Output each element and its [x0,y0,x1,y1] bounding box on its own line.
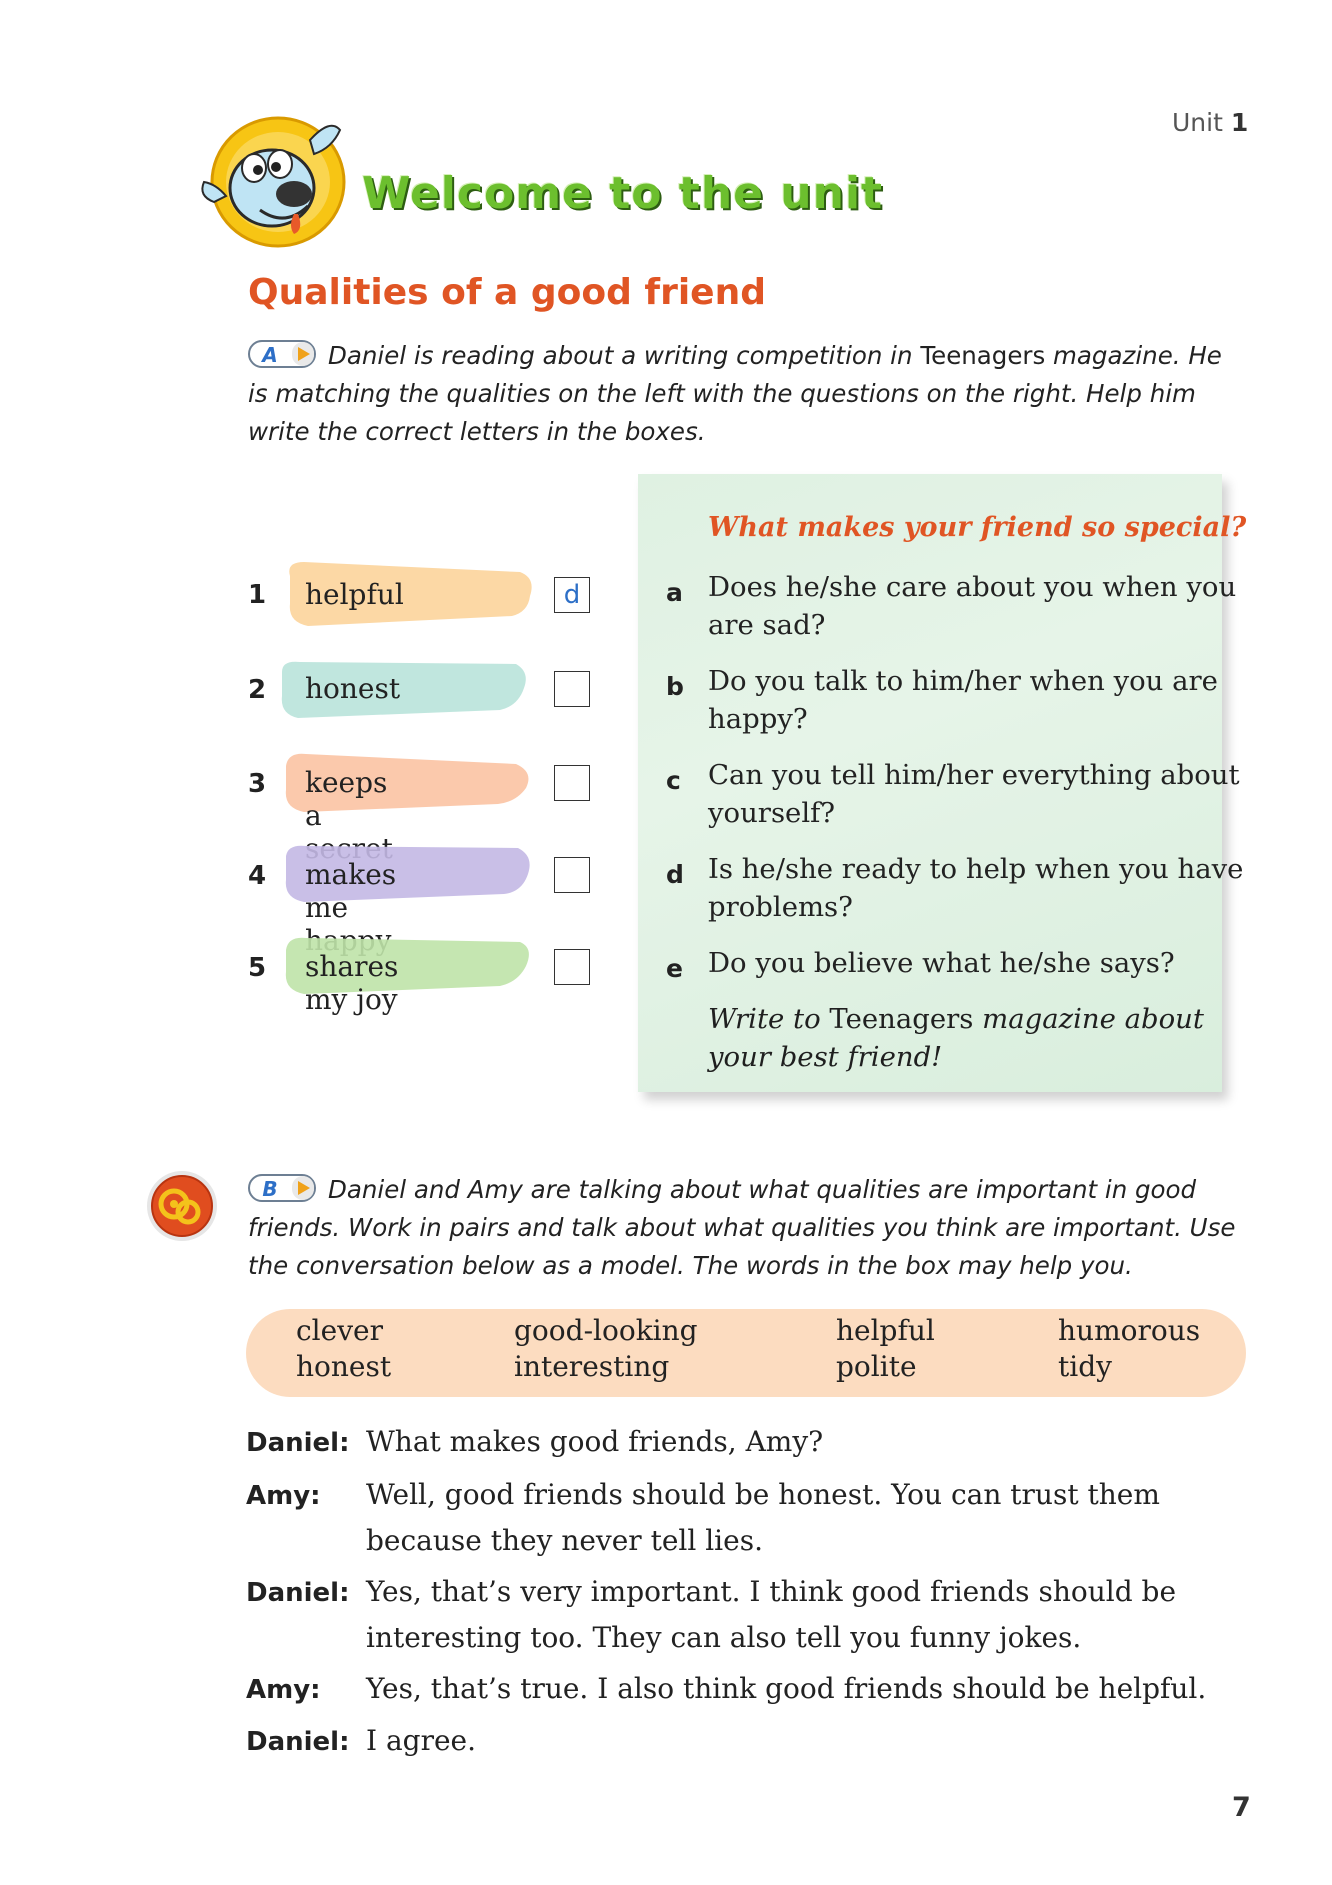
unit-number: 1 [1230,108,1249,137]
card-title: What makes your friend so special? [708,512,1247,543]
card-footer [708,1000,1228,1076]
word-item: clever [296,1314,383,1347]
word-item: helpful [836,1314,935,1347]
unit-label [1172,108,1248,137]
card-footer-magazine: Teenagers [829,1003,974,1035]
section-title: Qualities of a good friend [248,272,766,313]
question-letter: b [666,672,684,701]
dialogue-speaker: Amy: [246,1481,321,1511]
quality-number: 2 [248,675,267,705]
question-text: Do you believe what he/she says? [708,947,1175,979]
quality-label: honest [305,672,401,705]
question-text: Can you tell him/her everything about yourself? [708,759,1240,829]
quality-label: helpful [305,578,404,611]
page-number: 7 [1232,1792,1251,1823]
quality-label: makes me [305,858,397,924]
quality-number: 1 [248,580,267,610]
part-a-instruction-text-2: magazine. He is matching the qualities on the left with the questions on the right. Help him write the correct letters in the boxes. [248,341,1222,446]
answer-box-4[interactable] [554,857,590,893]
word-item: humorous [1058,1314,1201,1347]
part-b-instruction-text: Daniel and Amy are talking about what qualities are important in good friends. Work in pairs and talk about what qualities you think are important. Use the conversation below as a model. The words in the box may help you. [248,1175,1236,1280]
question-text: Do you talk to him/her when you are happy? [708,665,1218,735]
question-text: Does he/she care about you when you are sad? [708,571,1237,641]
dialogue-speaker: Daniel: [246,1727,350,1757]
word-item: good-looking [514,1314,698,1347]
answer-box-1[interactable]: d [554,577,590,613]
question-letter: a [666,578,683,607]
answer-box-5[interactable] [554,949,590,985]
part-a-magazine-name: Teenagers [920,341,1046,370]
dialogue-speaker: Amy: [246,1675,321,1705]
dialogue-line: I agree. [366,1724,477,1757]
question-letter: c [666,766,681,795]
part-a-instruction [248,337,1248,451]
dialogue-speaker: Daniel: [246,1578,350,1608]
word-item: tidy [1058,1350,1112,1383]
dog-mascot-icon [190,110,350,260]
part-a-instruction-text-1: Daniel is reading about a writing competition in [328,341,921,370]
answer-box-2[interactable] [554,671,590,707]
word-item: honest [296,1350,392,1383]
tag-b-icon [248,1174,318,1202]
dialogue-line: What makes good friends, Amy? [366,1425,824,1458]
word-item: polite [836,1350,917,1383]
question-letter: d [666,860,684,889]
question-letter: e [666,954,683,983]
unit-title: Welcome to the unit [362,168,884,219]
quality-label: keeps a [305,766,388,832]
svg-text:A: A [262,343,278,367]
dialogue-line: Well, good friends should be honest. You can trust them because they never tell lies. [366,1478,1160,1557]
answer-box-3[interactable] [554,765,590,801]
question-text: Is he/she ready to help when you have problems? [708,853,1244,923]
dialogue-speaker: Daniel: [246,1428,350,1458]
unit-prefix: Unit [1172,108,1223,137]
quality-number: 5 [248,953,267,983]
quality-number: 3 [248,769,267,799]
dialogue-line: Yes, that’s very important. I think good friends should be interesting too. They can also tell you funny jokes. [366,1575,1177,1654]
dialogue-line: Yes, that’s true. I also think good friends should be helpful. [366,1672,1207,1705]
part-b-instruction [248,1171,1248,1285]
pair-work-icon [144,1168,220,1244]
card-footer-text-1: Write to [708,1003,830,1035]
tag-a-icon [248,340,318,368]
word-item: interesting [514,1350,670,1383]
svg-text:B: B [262,1177,278,1201]
quality-label: shares my joy [305,950,399,1016]
card-footer-text-2: magazine about your best friend! [708,1003,1204,1073]
quality-number: 4 [248,861,267,891]
